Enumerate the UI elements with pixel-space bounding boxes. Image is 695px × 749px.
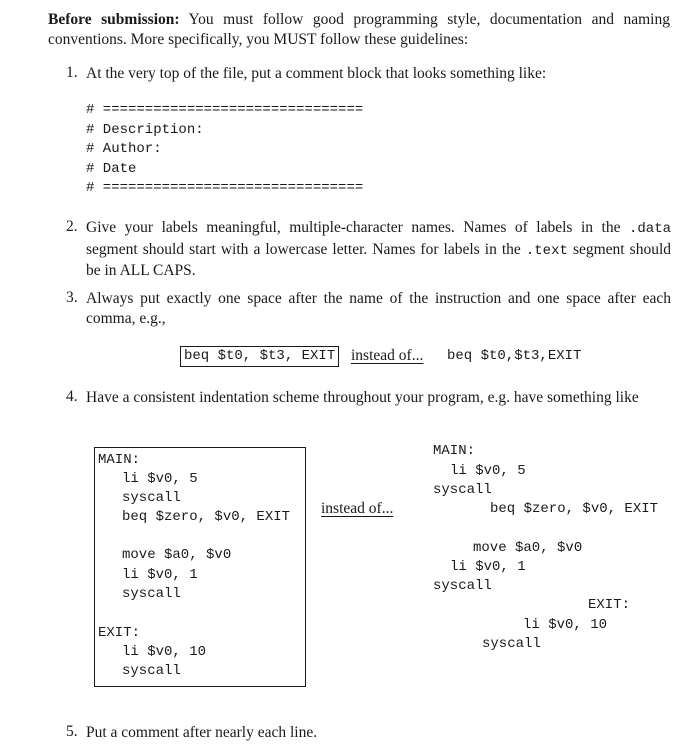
good-code-line: syscall — [122, 490, 181, 506]
good-code-line: move $a0, $v0 — [122, 547, 232, 563]
good-code-line: syscall — [122, 586, 181, 602]
code-line: # =============================== — [86, 102, 364, 118]
bad-spacing-example: beq $t0,$t3,EXIT — [447, 348, 582, 364]
data-segment-code: .data — [628, 221, 671, 237]
good-code-line: syscall — [122, 663, 181, 679]
text-segment-code: .text — [525, 242, 568, 259]
good-code-line: EXIT: — [98, 625, 141, 641]
bad-code-line: li $v0, 10 — [523, 617, 608, 633]
item-2-text — [86, 218, 671, 281]
instead-of-label: instead of... — [321, 500, 394, 517]
code-line: # Description: — [86, 122, 204, 138]
item-2-text-b: segment should start with a lowercase letter. Names for labels in the — [86, 240, 526, 258]
item-4-number: 4. — [66, 388, 78, 405]
item-2-text-c: segment should be in ALL CAPS. — [86, 240, 671, 279]
item-3-text: Always put exactly one space after the name of the instruction and one space after each comma, e.g., — [86, 290, 671, 327]
instead-of-label: instead of... — [351, 347, 424, 364]
bad-code-line: beq $zero, $v0, EXIT — [490, 501, 659, 517]
item-1-number: 1. — [66, 64, 78, 81]
bad-code-line: EXIT: — [588, 597, 631, 613]
good-code-line: li $v0, 10 — [122, 644, 207, 660]
intro-text: You must follow good programming style, documentation and naming conventions. More specifically, you MUST follow these guidelines: — [48, 11, 670, 48]
bad-code-line: move $a0, $v0 — [473, 540, 583, 556]
item-5-number: 5. — [66, 723, 78, 740]
item-5-text: Put a comment after nearly each line. — [86, 724, 318, 741]
intro-paragraph — [48, 10, 670, 50]
bad-code-line: syscall — [433, 482, 492, 498]
item-2-text-a: Give your labels meaningful, multiple-character names. Names of labels in the — [86, 219, 629, 236]
code-line: # Date — [86, 161, 137, 177]
bad-code-line: syscall — [433, 578, 492, 594]
bad-code-line: syscall — [482, 636, 541, 652]
good-code-line: li $v0, 5 — [122, 471, 198, 487]
good-code-line: MAIN: — [98, 452, 141, 468]
good-code-line: beq $zero, $v0, EXIT — [122, 509, 291, 525]
code-line: # Author: — [86, 141, 162, 157]
intro-bold-label: Before submission: — [48, 11, 180, 28]
item-1-text: At the very top of the file, put a comment block that looks something like: — [86, 65, 547, 82]
item-2-number: 2. — [66, 218, 78, 235]
good-code-line: li $v0, 1 — [122, 567, 198, 583]
item-4-text: Have a consistent indentation scheme throughout your program, e.g. have something like — [86, 389, 639, 406]
bad-code-line: li $v0, 5 — [450, 463, 526, 479]
bad-code-line: MAIN: — [433, 443, 476, 459]
bad-code-line: li $v0, 1 — [450, 559, 526, 575]
code-line: # =============================== — [86, 180, 364, 196]
good-spacing-example: beq $t0, $t3, EXIT — [180, 346, 339, 367]
item-3-number: 3. — [66, 289, 78, 306]
